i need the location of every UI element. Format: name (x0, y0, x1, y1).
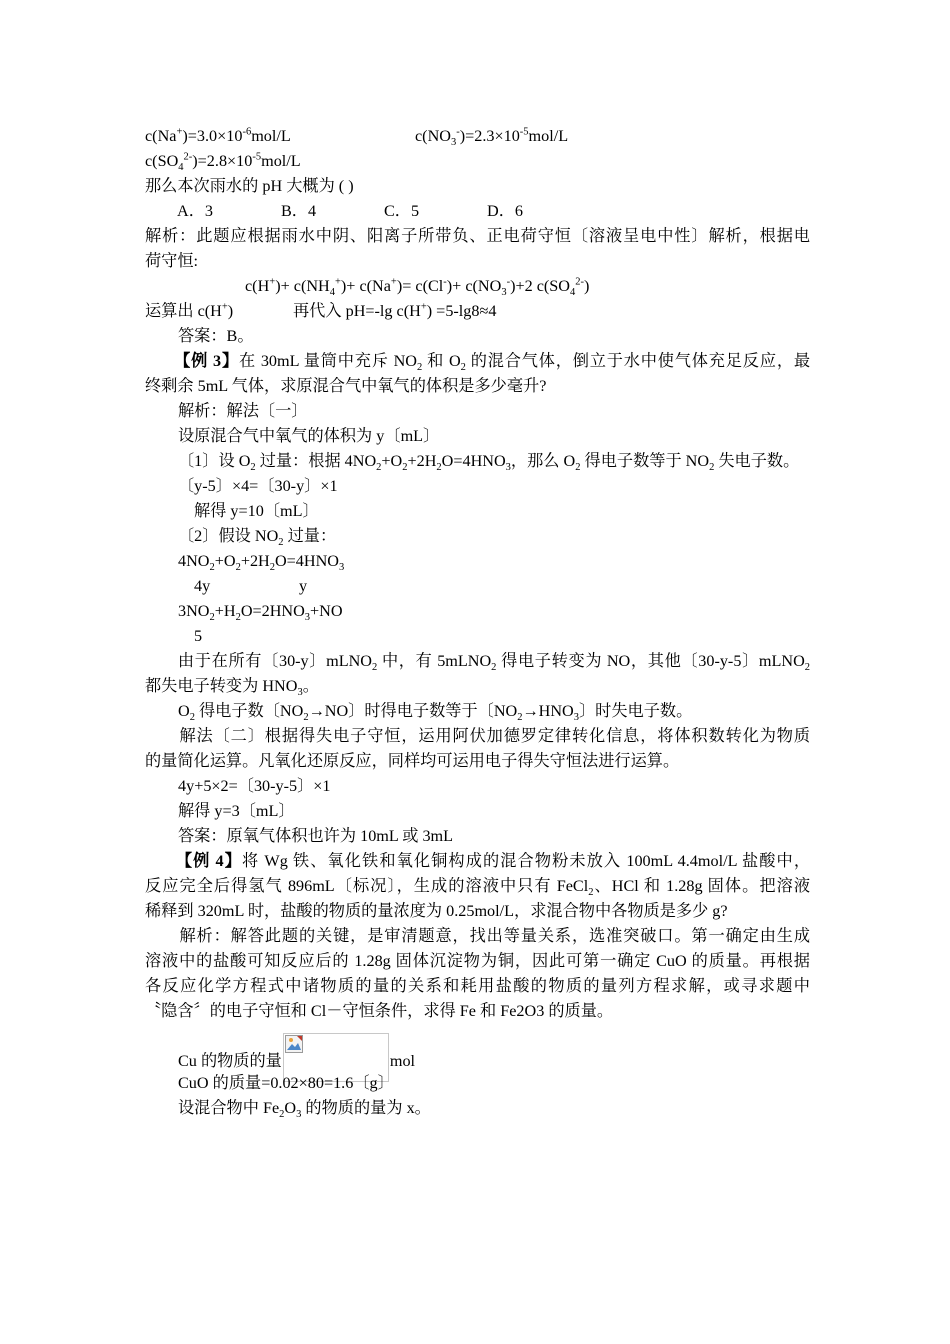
question-line: 那么本次雨水的 pH 大概为 ( ) (145, 177, 354, 195)
explanation-paragraph: 由于在所有〔30-y〕mLNO$_2$ 中，有 5mLNO$_2$ 得电子转变为 NO，其他〔30-y-5〕mLNO$_2$ (177, 652, 811, 674)
cuo-mass-line: CuO 的质量=0.02×80=1.6〔g〕 (178, 1074, 394, 1092)
analysis-method-2-end: 的量简化运算。凡氧化还原反应，同样均可运用电子得失守恒法进行运算。 (145, 752, 680, 770)
analysis-example-4-3: 各反应化学方程式中诸物质的量的关系和耗用盐酸的物质的量列方程求解，或寻求题中 (145, 977, 810, 995)
electron-balance-line: $O_2$ 得电子数〔$NO_2\to NO$〕时得电子数等于〔$NO_2\to HNO_3$〕时失电子数。 (178, 702, 693, 724)
equation-method-2: 4y+5×2=〔30-y-5〕×1 (178, 777, 331, 795)
analysis-method-1: 解析：解法〔一〕 (178, 402, 308, 420)
analysis-paragraph-1-end: 荷守恒: (145, 252, 199, 270)
example-4-question-2: 反应完全后得氢气 896mL〔标况〕，生成的溶液中只有 FeCl$_2$、HCl 和 1.28g 固体。把溶液 (145, 877, 811, 899)
assume-fe2o3-line: 设混合物中 $Fe_2O_3$ 的物质的量为 x。 (178, 1099, 431, 1121)
broken-image-icon (285, 1035, 303, 1053)
no-volume-line: 5 (194, 627, 203, 645)
analysis-example-4-1: 解析：解答此题的关键，是审清题意，找出等量关系，选准突破口。第一确定由生成 (179, 927, 811, 945)
result-method-2: 解得 y=3〔mL〕 (178, 802, 295, 820)
case-2-line: 〔2〕假设 $NO_2$ 过量： (178, 527, 337, 549)
analysis-paragraph-1: 解析：此题应根据雨水中阴、阳离子所带负、正电荷守恒〔溶液呈电中性〕解析，根据电 (145, 227, 810, 245)
case-1-line: 〔1〕设 $O_2$ 过量：根据 $4NO_2+O_2+2H_2O=4HNO_3$，那么 $O_2$ 得电子数等于 $NO_2$ 失电子数。 (178, 452, 800, 474)
equation-case-1: 〔y-5〕×4=〔30-y〕×1 (178, 477, 338, 495)
reaction-equation-2: $3NO_2+H_2O=2HNO_3+NO$ (178, 602, 343, 624)
answer-line-2: 答案：原氧气体积也许为 10mL 或 3mL (178, 827, 454, 845)
reaction-equation-1: $4NO_2+O_2+2H_2O=4HNO_3$ (178, 552, 345, 574)
concentration-line-1: $c(Na^+)=3.0\times 10^{-6}mol/L$ $c(NO_3^-)=2.3\times 10^{-5}mol/L$ (145, 126, 569, 149)
concentration-line-2: $c(SO_4^{2-})=2.8\times 10^{-5}mol/L$ (145, 151, 301, 174)
example-4-title: 【例 4】将 Wg 铁、氧化铁和氧化铜构成的混合物粉未放入 100mL 4.4mol/L 盐酸中， (175, 852, 811, 870)
example-4-question-3: 稀释到 320mL 时，盐酸的物质的量浓度为 0.25mol/L，求混合物中各物质是多少 g? (145, 902, 728, 920)
charge-balance-equation: $c(H^+)+ c(NH_4^+)+ c(Na^+)= c(Cl^-)+ c(NO_3^-)+2$ $c(SO_4^{2-})$ (245, 276, 590, 299)
example-3-question-end: 终剩余 5mL 气体，求原混合气中氧气的体积是多少毫升? (145, 377, 547, 395)
analysis-example-4-4: 〝隐含〞的电子守恒和 Cl－守恒条件，求得 Fe 和 Fe2O3 的质量。 (145, 1002, 614, 1020)
cu-amount-line: Cu 的物质的量 mol (178, 1033, 843, 1082)
stoichiometry-line: 4y y (194, 577, 308, 595)
answer-line-1: 答案：B。 (178, 327, 254, 345)
document-page: $c(Na^+)=3.0\times 10^{-6}mol/L$ $c(NO_3^-)=2.3\times 10^{-5}mol/L$ $c(SO_4^{2-})=2.8\times 10^{-5}mol/L$ 那么本次雨水的 pH 大概为 ( ) A．3 B．4 C．5 D．6 解析：此题应根据雨水中阴、阳离子所带负、正电荷守恒〔溶液呈电中性〕解析，根据电 荷守恒: $c(H^+)+ c(NH_4^+)+ c(Na^+)= c(Cl^-)+ c(NO_3^-)+2$ $c(SO_4^{2-})$ 运算出 c(H+) 再代入 pH=-lg c(H+) =5-lg8≈4 答案：B。 【例 3】在 30mL 量筒中充斥 $NO_2$ 和 $O_2$ 的混合气体，倒立于水中使气体充足反应，最 终剩余 5mL 气体，求原混合气中氧气的体积是多少毫升? 解析：解法〔一〕 设原混合气中氧气的体积为 y〔mL〕 〔1〕设 $O_2$ 过量：根据 $4NO_2+O_2+2H_2O=4HNO_3$，那么 $O_2$ 得电子数等于 $NO_2$ 失电子数。 〔y-5〕×4=〔30-y〕×1 解得 y=10〔mL〕 〔2〕假设 $NO_2$ 过量： $4NO_2+O_2+2H_2O=4HNO_3$ 4y y $3NO_2+H_2O=2HNO_3+NO$ 5 由于在所有〔30-y〕mLNO$_2$ 中，有 5mLNO$_2$ 得电子转变为 NO，其他〔30-y-5〕mLNO$_2$ 都失电子转变为 $HNO_3$。 $O_2$ 得电子数〔$NO_2\to NO$〕时得电子数等于〔$NO_2\to HNO_3$〕时失电子数。 解法〔二〕根据得失电子守恒，运用阿伏加德罗定律转化信息，将体积数转化为物质 的量简化运算。凡氧化还原反应，同样均可运用电子得失守恒法进行运算。 4y+5×2=〔30-y-5〕×1 解得 y=3〔mL〕 答案：原氧气体积也许为 10mL 或 3mL 【例 4】将 Wg 铁、氧化铁和氧化铜构成的混合物粉未放入 100mL 4.4mol/L 盐酸中， 反应完全后得氢气 896mL〔标况〕，生成的溶液中只有 FeCl$_2$、HCl 和 1.28g 固体。把溶液 稀释到 320mL 时，盐酸的物质的量浓度为 0.25mol/L，求混合物中各物质是多少 g? 解析：解答此题的关键，是审清题意，找出等量关系，选准突破口。第一确定由生成 溶液中的盐酸可知反应后的 1.28g 固体沉淀物为铜，因此可第一确定 CuO 的质量。再根据 各反应化学方程式中诸物质的量的关系和耗用盐酸的物质的量列方程求解，或寻求题中 〝隐含〞的电子守恒和 Cl－守恒条件，求得 Fe 和 Fe2O3 的质量。 Cu 的物质的量 mol CuO 的质量=0.02×80=1.6〔g〕 设混合物中 $Fe_2O_3$ 的物质的量为 x。 (0, 0, 950, 1344)
explanation-paragraph-end: 都失电子转变为 $HNO_3$。 (145, 677, 319, 699)
analysis-example-4-2: 溶液中的盐酸可知反应后的 1.28g 固体沉淀物为铜，因此可第一确定 CuO 的质量。再根据 (145, 952, 810, 970)
assume-oxygen-volume: 设原混合气中氧气的体积为 y〔mL〕 (178, 427, 440, 445)
result-case-1: 解得 y=10〔mL〕 (194, 502, 319, 520)
calculation-line: 运算出 c(H+) 再代入 pH=-lg c(H+) =5-lg8≈4 (145, 301, 497, 320)
analysis-method-2: 解法〔二〕根据得失电子守恒，运用阿伏加德罗定律转化信息，将体积数转化为物质 (179, 727, 811, 745)
example-3-title: 【例 3】在 30mL 量筒中充斥 $NO_2$ 和 $O_2$ 的混合气体，倒立于水中使气体充足反应，最 (174, 352, 811, 374)
